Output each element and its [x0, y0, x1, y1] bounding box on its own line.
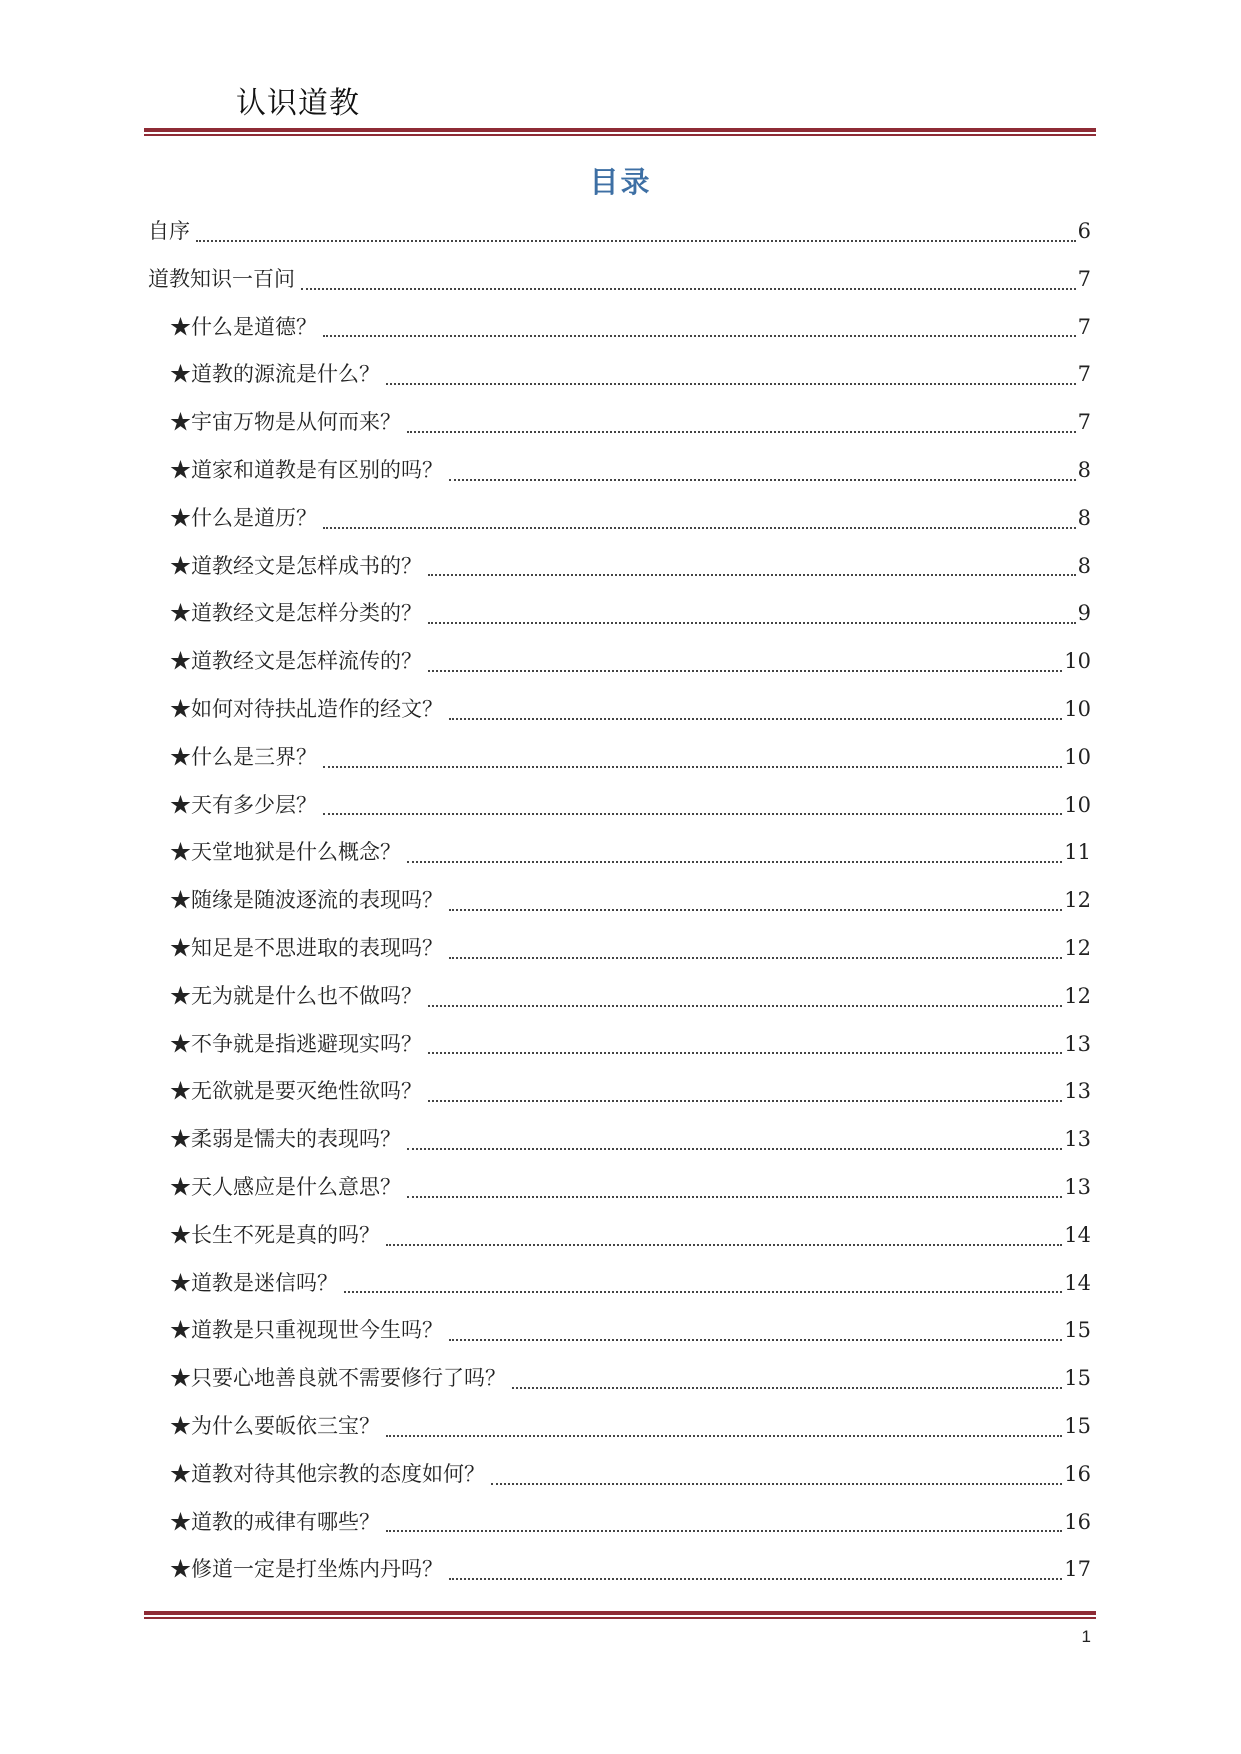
toc-entry[interactable]	[148, 734, 1091, 782]
toc-entry-label: ★道家和道教是有区别的吗？	[170, 457, 443, 482]
toc-entry-label: ★道教对待其他宗教的态度如何？	[170, 1461, 485, 1486]
toc-entry-page: 12	[1064, 935, 1091, 960]
toc-entry-page: 15	[1064, 1413, 1091, 1438]
toc-entry[interactable]	[148, 543, 1091, 591]
dot-leader	[428, 670, 1062, 672]
toc-entry-page: 12	[1064, 983, 1091, 1008]
toc-entry[interactable]	[148, 399, 1091, 447]
toc-heading: 目录	[589, 165, 652, 199]
toc-entry-page: 7	[1077, 410, 1091, 435]
dot-leader	[449, 718, 1062, 720]
header-rule	[144, 128, 1096, 136]
toc-entry-page: 13	[1064, 1031, 1091, 1056]
toc-entry[interactable]	[148, 973, 1091, 1021]
toc-entry[interactable]	[148, 1403, 1091, 1451]
toc-entry-label: ★道教是迷信吗？	[170, 1270, 338, 1295]
toc-entry[interactable]	[148, 686, 1091, 734]
toc-entry[interactable]	[148, 447, 1091, 495]
toc-entry-page: 8	[1077, 457, 1091, 482]
toc-entry[interactable]	[148, 256, 1091, 304]
dot-leader	[386, 1435, 1062, 1437]
dot-leader	[323, 527, 1076, 529]
toc-entry-page: 15	[1064, 1318, 1091, 1343]
toc-entry[interactable]	[148, 1499, 1091, 1547]
dot-leader	[323, 766, 1062, 768]
toc-entry-label: ★天堂地狱是什么概念？	[170, 840, 401, 865]
dot-leader	[386, 383, 1076, 385]
toc-entry-page: 13	[1064, 1079, 1091, 1104]
toc-entry[interactable]	[148, 1307, 1091, 1355]
toc-entry[interactable]	[148, 925, 1091, 973]
toc-entry-label: ★天人感应是什么意思？	[170, 1174, 401, 1199]
toc-entry-label: ★什么是三界？	[170, 744, 317, 769]
dot-leader	[449, 479, 1076, 481]
toc-entry[interactable]	[148, 638, 1091, 686]
toc-entry-label: ★道教的源流是什么？	[170, 362, 380, 387]
toc-entry[interactable]	[148, 1164, 1091, 1212]
toc-entry[interactable]	[148, 351, 1091, 399]
toc-entry-page: 6	[1077, 219, 1091, 243]
dot-leader	[428, 1005, 1062, 1007]
dot-leader	[323, 335, 1076, 337]
toc-entry[interactable]	[148, 1451, 1091, 1499]
dot-leader	[407, 861, 1062, 863]
toc-entry-label: ★只要心地善良就不需要修行了吗？	[170, 1366, 506, 1391]
dot-leader	[196, 240, 1076, 242]
toc-entry[interactable]	[148, 877, 1091, 925]
toc-entry-label: ★随缘是随波逐流的表现吗？	[170, 888, 443, 913]
toc-entry-label: ★不争就是指逃避现实吗？	[170, 1031, 422, 1056]
toc-entry-page: 10	[1064, 744, 1091, 769]
toc-entry-label: 自序	[148, 219, 190, 243]
dot-leader	[449, 1578, 1062, 1580]
toc-entry-page: 17	[1064, 1557, 1091, 1582]
toc-entry-label: ★无欲就是要灭绝性欲吗？	[170, 1079, 422, 1104]
toc-entry-page: 14	[1064, 1222, 1091, 1247]
toc-entry-page: 7	[1077, 266, 1091, 291]
toc-entry[interactable]	[148, 1260, 1091, 1308]
toc-entry-page: 8	[1077, 553, 1091, 578]
toc-entry-label: ★柔弱是懦夫的表现吗？	[170, 1127, 401, 1152]
dot-leader	[323, 813, 1062, 815]
page-number: 1	[1081, 1627, 1091, 1646]
toc-entry-page: 15	[1064, 1366, 1091, 1391]
toc-entry[interactable]	[148, 1068, 1091, 1116]
toc-entry-page: 16	[1064, 1461, 1091, 1486]
toc-entry[interactable]	[148, 1546, 1091, 1594]
dot-leader	[449, 957, 1062, 959]
toc-entry-label: ★长生不死是真的吗？	[170, 1222, 380, 1247]
dot-leader	[449, 909, 1062, 911]
toc-entry-label: 道教知识一百问	[148, 266, 295, 291]
toc-entry[interactable]	[148, 1355, 1091, 1403]
toc-entry-page: 8	[1077, 505, 1091, 530]
toc-entry[interactable]	[148, 495, 1091, 543]
toc-entry-page: 13	[1064, 1127, 1091, 1152]
toc-entry-page: 10	[1064, 649, 1091, 674]
footer-rule	[144, 1611, 1096, 1619]
toc-entry-page: 12	[1064, 888, 1091, 913]
toc-entry-label: ★什么是道历？	[170, 505, 317, 530]
dot-leader	[491, 1483, 1062, 1485]
dot-leader	[428, 622, 1076, 624]
toc-entry-label: ★无为就是什么也不做吗？	[170, 983, 422, 1008]
toc-entry-label: ★天有多少层？	[170, 792, 317, 817]
toc-entry-page: 11	[1064, 840, 1091, 865]
dot-leader	[407, 1196, 1062, 1198]
toc-entry-page: 10	[1064, 696, 1091, 721]
toc-entry-page: 16	[1064, 1509, 1091, 1534]
toc-entry-label: ★知足是不思进取的表现吗？	[170, 935, 443, 960]
toc-entry-page: 13	[1064, 1174, 1091, 1199]
dot-leader	[386, 1530, 1062, 1532]
toc-entry-label: ★道教经文是怎样分类的？	[170, 601, 422, 626]
toc-entry-page: 10	[1064, 792, 1091, 817]
table-of-contents	[148, 208, 1091, 1594]
dot-leader	[428, 1100, 1062, 1102]
toc-entry-label: ★什么是道德？	[170, 314, 317, 339]
toc-entry-label: ★道教经文是怎样流传的？	[170, 649, 422, 674]
toc-entry[interactable]	[148, 590, 1091, 638]
toc-entry[interactable]	[148, 829, 1091, 877]
toc-entry[interactable]	[148, 1021, 1091, 1069]
dot-leader	[449, 1339, 1062, 1341]
toc-entry-label: ★修道一定是打坐炼内丹吗？	[170, 1557, 443, 1582]
toc-entry-page: 9	[1077, 601, 1091, 626]
toc-entry[interactable]	[148, 782, 1091, 830]
toc-entry[interactable]	[148, 1116, 1091, 1164]
toc-entry-label: ★宇宙万物是从何而来？	[170, 410, 401, 435]
toc-entry[interactable]	[148, 208, 1091, 256]
toc-entry-page: 7	[1077, 362, 1091, 387]
dot-leader	[428, 574, 1076, 576]
toc-entry-page: 7	[1077, 314, 1091, 339]
dot-leader	[344, 1291, 1062, 1293]
toc-entry-label: ★道教经文是怎样成书的？	[170, 553, 422, 578]
toc-entry-label: ★为什么要皈依三宝？	[170, 1413, 380, 1438]
toc-entry-label: ★如何对待扶乩造作的经文？	[170, 696, 443, 721]
dot-leader	[407, 431, 1076, 433]
toc-entry-page: 14	[1064, 1270, 1091, 1295]
dot-leader	[386, 1244, 1062, 1246]
dot-leader	[301, 288, 1076, 290]
toc-entry-label: ★道教是只重视现世今生吗？	[170, 1318, 443, 1343]
dot-leader	[512, 1387, 1062, 1389]
dot-leader	[428, 1052, 1062, 1054]
toc-entry[interactable]	[148, 1212, 1091, 1260]
toc-entry[interactable]	[148, 304, 1091, 352]
document-header-title: 认识道教	[236, 86, 360, 121]
dot-leader	[407, 1148, 1062, 1150]
toc-entry-label: ★道教的戒律有哪些？	[170, 1509, 380, 1534]
